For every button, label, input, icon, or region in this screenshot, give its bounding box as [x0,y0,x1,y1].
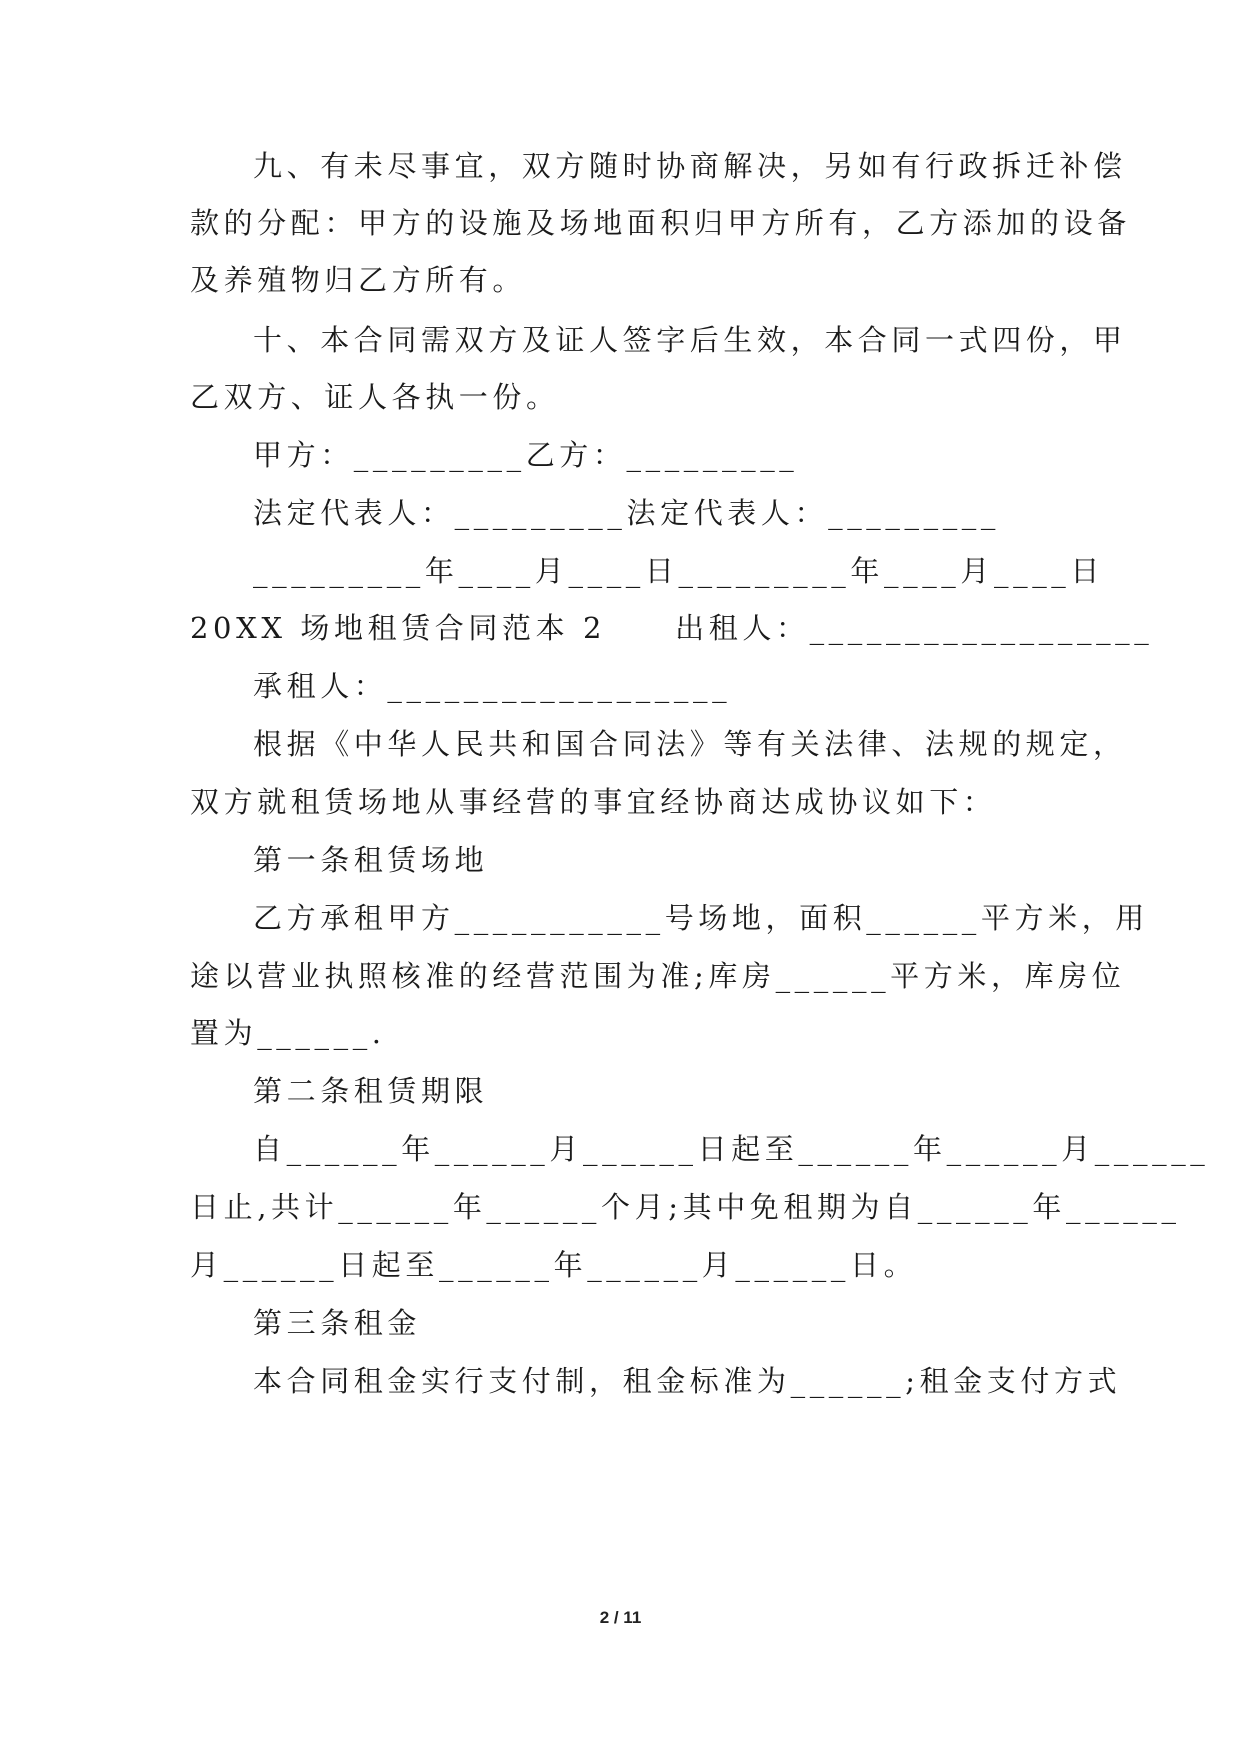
paragraph-line: 乙双方、证人各执一份。 [190,380,560,414]
contract-title-line: 20XX 场地租赁合同范本 2 出租人：__________________ [190,611,1154,645]
signature-line-party: 甲方：_________乙方：_________ [253,438,799,472]
paragraph-line: 根据《中华人民共和国合同法》等有关法律、法规的规定， [253,727,1127,761]
article-heading: 第三条租金 [253,1306,422,1340]
article-heading: 第一条租赁场地 [253,843,489,877]
article-heading: 第二条租赁期限 [253,1074,489,1108]
paragraph-line: 九、有未尽事宜，双方随时协商解决，另如有行政拆迁补偿 [253,149,1127,183]
signature-line-representative: 法定代表人：_________法定代表人：_________ [253,496,1001,530]
paragraph-line: 乙方承租甲方___________号场地，面积______平方米，用 [253,901,1149,935]
signature-line-date: _________年____月____日_________年____月____日 [253,554,1104,588]
paragraph-line: 置为______. [190,1016,386,1050]
lessee-line: 承租人：__________________ [253,669,732,703]
paragraph-line: 本合同租金实行支付制，租金标准为______;租金支付方式 [253,1364,1122,1398]
paragraph-line: 及养殖物归乙方所有。 [190,263,527,297]
page-number: 2 / 11 [599,1608,642,1627]
paragraph-line: 自______年______月______日起至______年______月______ [253,1132,1210,1166]
paragraph-line: 款的分配：甲方的设施及场地面积归甲方所有，乙方添加的设备 [190,206,1131,240]
paragraph-line: 双方就租赁场地从事经营的事宜经协商达成协议如下： [190,785,997,819]
paragraph-line: 途以营业执照核准的经营范围为准;库房______平方米，库房位 [190,959,1126,993]
paragraph-line: 日止,共计______年______个月;其中免租期为自______年______ [190,1190,1181,1224]
paragraph-line: 月______日起至______年______月______日。 [190,1248,918,1282]
paragraph-line: 十、本合同需双方及证人签字后生效，本合同一式四份，甲 [253,323,1127,357]
